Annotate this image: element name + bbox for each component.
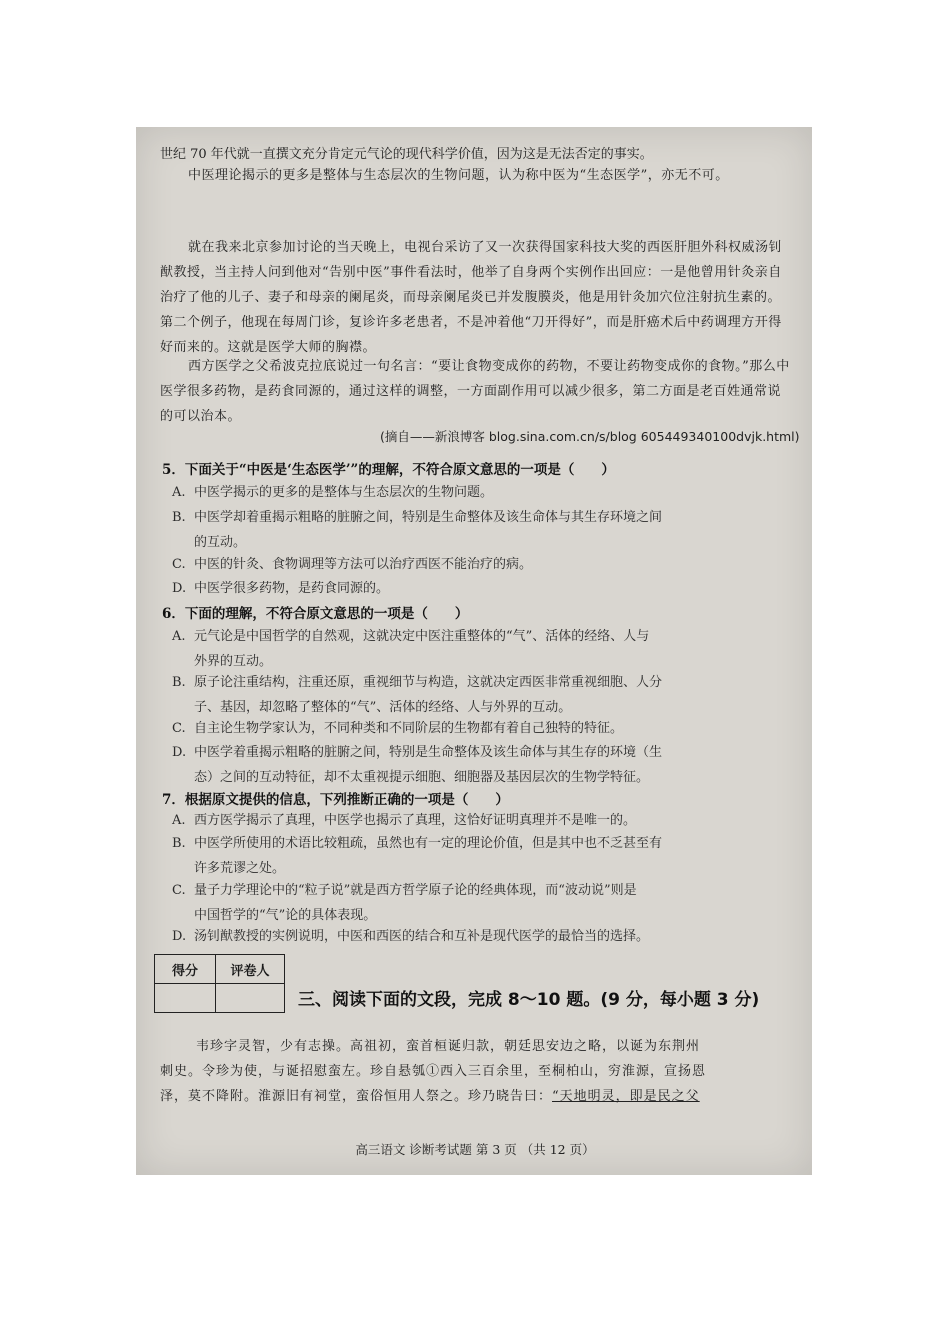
- option-text-cont: 的互动。: [194, 535, 247, 550]
- question-7-stem: 7．根据原文提供的信息，下列推断正确的一项是（ ）: [162, 792, 509, 808]
- q5-option-d: [172, 576, 792, 601]
- q5-option-a: [172, 480, 792, 505]
- option-text: 中医学揭示的更多的是整体与生态层次的生物问题。: [194, 485, 494, 500]
- q7-option-a: [172, 808, 792, 833]
- question-6-stem: 6．下面的理解，不符合原文意思的一项是（ ）: [162, 606, 469, 622]
- passage2-text: 泽，莫不降附。淮源旧有祠堂，蛮俗恒用人祭之。珍乃晓告曰：: [160, 1089, 553, 1104]
- option-text-cont: 外界的互动。: [194, 654, 273, 669]
- option-text: 量子力学理论中的“粒子说”就是西方哲学原子论的经典体现，而“波动说”则是: [194, 883, 637, 898]
- score-cell[interactable]: [155, 984, 216, 1013]
- option-text-cont: 态）之间的互动特征，却不太重视提示细胞、细胞器及基因层次的生物学特征。: [194, 770, 650, 785]
- option-text: 中医学所使用的术语比较粗疏，虽然也有一定的理论价值，但是其中也不乏甚至有: [194, 836, 663, 851]
- passage-paragraph: 中医理论揭示的更多是整体与生态层次的生物问题，认为称中医为“生态医学”，亦无不可。: [188, 168, 729, 183]
- option-text: 中医学很多药物，是药食同源的。: [194, 581, 390, 596]
- option-text: 原子论注重结构，注重还原，重视细节与构造，这就决定西医非常重视细胞、人分: [194, 675, 663, 690]
- source-citation: (摘自——新浪博客 blog.sina.com.cn/s/blog 605449340100dvjk.html): [380, 429, 800, 444]
- score-header: 得分: [155, 955, 216, 984]
- passage2-line: 韦珍字灵智，少有志操。高祖初，蛮首桓诞归款，朝廷思安边之略，以诞为东荆州: [196, 1039, 701, 1054]
- option-text-cont: 子、基因，却忽略了整体的“气”、活体的经络、人与外界的互动。: [194, 700, 572, 715]
- passage-paragraph: 西方医学之父希波克拉底说过一句名言：“要让食物变成你的药物，不要让药物变成你的食物。”那么中医学很多药物，是药食同源的，通过这样的调整，一方面副作用可以减少很多，第二方面是老百姓通常说的可以治本。: [160, 359, 790, 424]
- q7-option-c: [172, 878, 792, 928]
- section-3-heading: 三、阅读下面的文段，完成 8～10 题。(9 分，每小题 3 分): [298, 990, 760, 1010]
- option-label: A.: [172, 813, 186, 828]
- option-text: 中医的针灸、食物调理等方法可以治疗西医不能治疗的病。: [194, 557, 533, 572]
- passage2-underlined-text: “天地明灵，即是民之父: [552, 1089, 700, 1104]
- grader-cell[interactable]: [216, 984, 285, 1013]
- q7-option-d: [172, 924, 792, 949]
- option-text: 西方医学揭示了真理，中医学也揭示了真理，这恰好证明真理并不是唯一的。: [194, 813, 637, 828]
- question-5-stem: 5．下面关于“中医是‘生态医学’”的理解，不符合原文意思的一项是（ ）: [162, 462, 615, 478]
- page-footer: 高三语文 诊断考试题 第 3 页 （共 12 页）: [355, 1142, 595, 1157]
- q6-option-b: [172, 670, 792, 720]
- q7-option-b: [172, 831, 792, 881]
- option-label: B.: [172, 510, 186, 525]
- q6-option-a: [172, 624, 792, 674]
- option-label: D.: [172, 745, 187, 760]
- q6-option-c: [172, 716, 792, 741]
- q6-option-d: [172, 740, 792, 790]
- score-table: [154, 954, 285, 1013]
- q5-option-c: [172, 552, 792, 577]
- q5-option-b: [172, 505, 792, 555]
- option-text: 中医学却着重揭示粗略的脏腑之间，特别是生命整体及该生命体与其生存环境之间: [194, 510, 663, 525]
- option-text-cont: 中国哲学的“气”论的具体表现。: [194, 908, 377, 923]
- option-text: 元气论是中国哲学的自然观，这就决定中医注重整体的“气”、活体的经络、人与: [194, 629, 650, 644]
- option-text: 中医学着重揭示粗略的脏腑之间，特别是生命整体及该生命体与其生存的环境（生: [194, 745, 663, 760]
- passage2-line: [160, 1085, 800, 1104]
- option-label: B.: [172, 836, 186, 851]
- option-label: A.: [172, 629, 186, 644]
- option-label: D.: [172, 581, 187, 596]
- passage2-line: 刺史。令珍为使，与诞招慰蛮左。珍自悬瓠①西入三百余里，至桐柏山，穷淮源，宣扬恩: [160, 1064, 707, 1079]
- option-label: D.: [172, 929, 187, 944]
- option-label: C.: [172, 721, 186, 736]
- option-label: C.: [172, 883, 186, 898]
- option-text: 自主论生物学家认为，不同种类和不同阶层的生物都有着自己独特的特征。: [194, 721, 624, 736]
- grader-header: 评卷人: [216, 955, 285, 984]
- passage-paragraph: 就在我来北京参加讨论的当天晚上，电视台采访了又一次获得国家科技大奖的西医肝胆外科权威汤钊猷教授，当主持人问到他对“告别中医”事件看法时，他举了自身两个实例作出回应：一是他曾用针灸亲自治疗了他的儿子、妻子和母亲的阑尾炎，而母亲阑尾炎已并发腹膜炎，他是用针灸加穴位注射抗生素的。第二个例子，他现在每周门诊，复诊许多老患者，不是冲着他“刀开得好”，而是肝癌术后中药调理方开得好而来的。这就是医学大师的胸襟。: [160, 240, 783, 355]
- option-label: A.: [172, 485, 186, 500]
- option-label: C.: [172, 557, 186, 572]
- option-label: B.: [172, 675, 186, 690]
- passage-line: 世纪 70 年代就一直撰文充分肯定元气论的现代科学价值，因为这是无法否定的事实。: [160, 147, 653, 162]
- option-text: 汤钊猷教授的实例说明，中医和西医的结合和互补是现代医学的最恰当的选择。: [194, 929, 650, 944]
- option-text-cont: 许多荒谬之处。: [194, 861, 286, 876]
